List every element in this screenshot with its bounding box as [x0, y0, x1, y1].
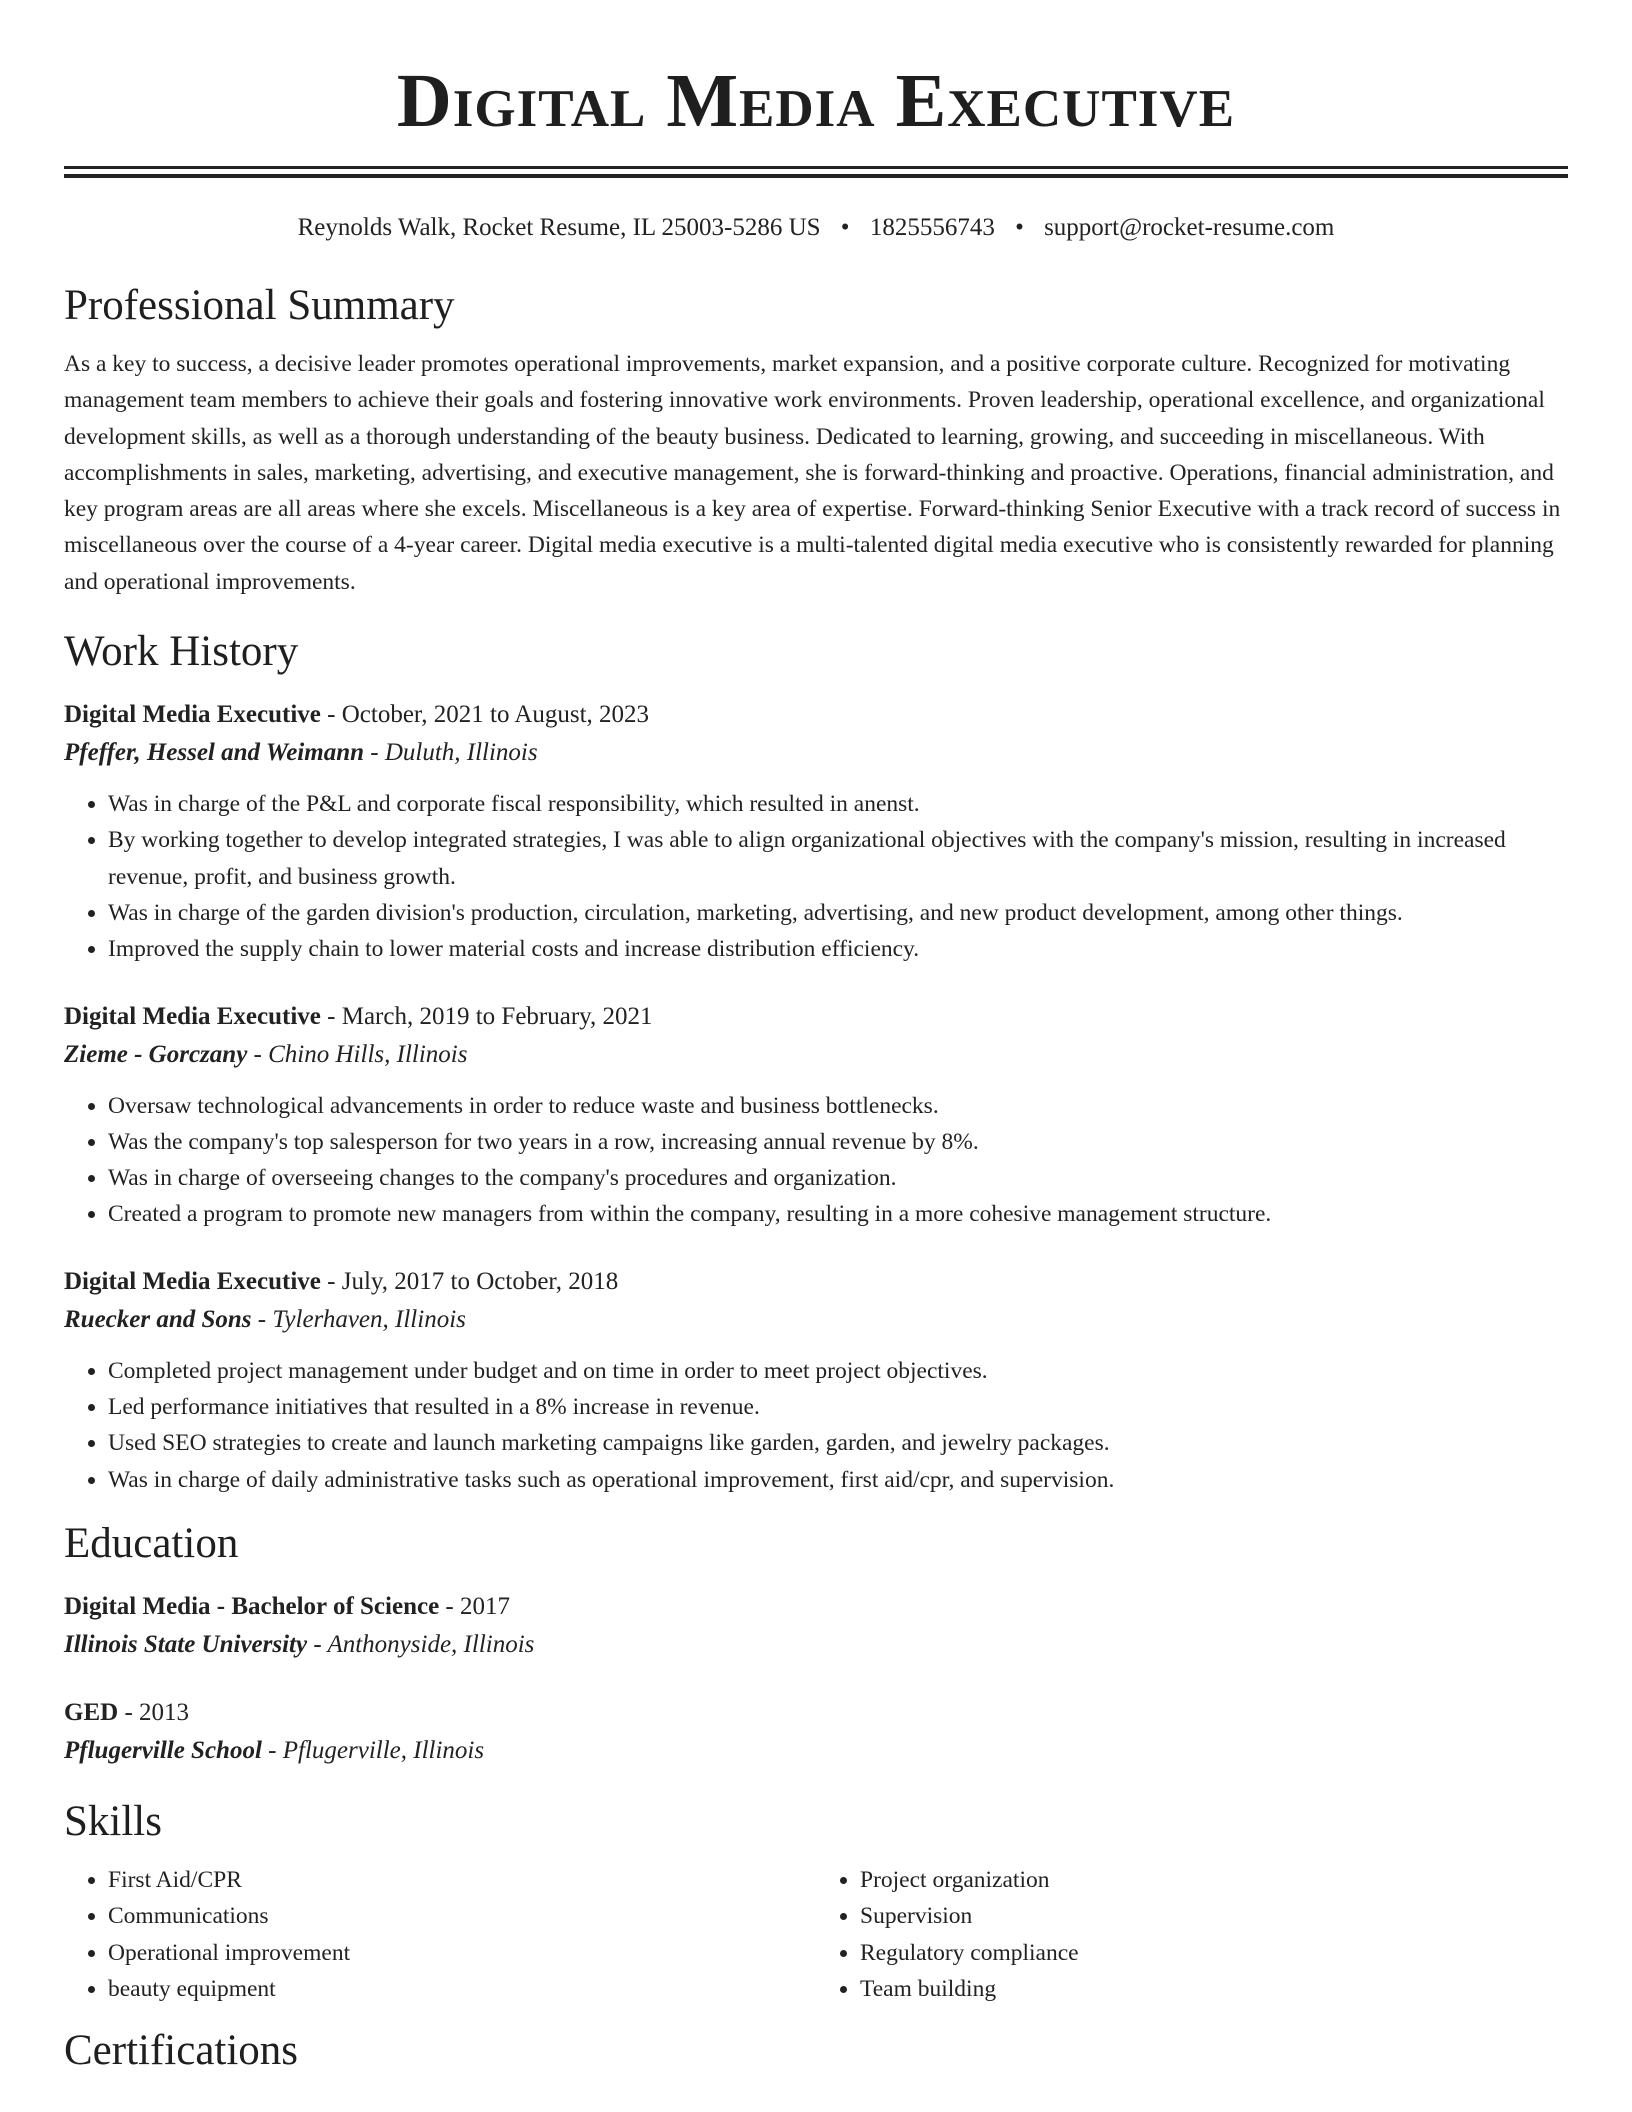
job-bullets: [64, 1088, 1568, 1233]
school-line: [64, 1626, 1568, 1664]
job-company: Pfeffer, Hessel and Weimann: [64, 739, 364, 767]
contact-email: support@rocket-resume.com: [1044, 214, 1335, 241]
school-location: - Pflugerville, Illinois: [261, 1736, 485, 1764]
skills-list-right: [816, 1862, 1568, 2007]
education-entry: [64, 1694, 1568, 1770]
job-company: Zieme - Gorczany: [64, 1040, 248, 1068]
skill-item: • Regulatory compliance: [860, 1935, 1568, 1971]
graduation-year: - 2017: [439, 1592, 510, 1620]
header-divider-top: [64, 166, 1568, 169]
list-item: • Was the company's top salesperson for two years in a row, increasing annual revenue by 8%.: [108, 1124, 1568, 1160]
job-company: Ruecker and Sons: [64, 1305, 252, 1333]
contact-phone: 1825556743: [869, 214, 995, 241]
skills-heading: Skills: [64, 1797, 162, 1845]
list-item: • By working together to develop integrated strategies, I was able to align organizational objectives with the company's mission, resulting in increased revenue, profit, and business growth.: [108, 822, 1568, 895]
skill-item: • Operational improvement: [108, 1935, 816, 1971]
degree-line: [64, 1694, 1568, 1732]
certifications-heading: Certifications: [64, 2027, 299, 2075]
list-item: • Completed project management under budget and on time in order to meet project objectives.: [108, 1353, 1568, 1389]
skill-item: • Team building: [860, 1971, 1568, 2007]
degree-line: [64, 1588, 1568, 1626]
job-title-line: [64, 998, 1568, 1036]
education-section: [64, 1518, 1568, 1770]
job-company-line: [64, 1301, 1568, 1339]
skill-item: • beauty equipment: [108, 1971, 816, 2007]
list-item: • Was in charge of the P&L and corporate fiscal responsibility, which resulted in anenst.: [108, 786, 1568, 822]
education-entry: [64, 1588, 1568, 1664]
job-entry: [64, 696, 1568, 967]
education-heading: Education: [64, 1519, 239, 1567]
job-title: Digital Media Executive: [64, 1002, 321, 1030]
graduation-year: - 2013: [118, 1698, 190, 1726]
job-title-line: [64, 1263, 1568, 1301]
skill-item: • First Aid/CPR: [108, 1862, 816, 1898]
contact-line: [64, 212, 1568, 244]
degree: GED: [64, 1698, 119, 1726]
list-item: • Was in charge of overseeing changes to the company's procedures and organization.: [108, 1160, 1568, 1196]
summary-heading: Professional Summary: [64, 282, 455, 329]
list-item: • Was in charge of the garden division's production, circulation, marketing, advertising, and new product development, among other things.: [108, 895, 1568, 931]
job-company-line: [64, 1036, 1568, 1074]
resume-name: Digital Media Executive: [396, 59, 1236, 143]
list-item: • Used SEO strategies to create and launch marketing campaigns like garden, garden, and jewelry packages.: [108, 1425, 1568, 1461]
work-history-section: [64, 626, 1568, 1498]
resume-page: [64, 0, 1568, 2077]
list-item: • Improved the supply chain to lower material costs and increase distribution efficiency.: [108, 931, 1568, 967]
school-location: - Anthonyside, Illinois: [307, 1630, 535, 1658]
header-divider-bottom: [64, 174, 1568, 178]
contact-address: Reynolds Walk, Rocket Resume, IL 25003-5286 US: [297, 214, 821, 241]
list-item: • Led performance initiatives that resulted in a 8% increase in revenue.: [108, 1389, 1568, 1425]
summary-section: [64, 280, 1568, 600]
degree: Digital Media - Bachelor of Science: [64, 1592, 440, 1620]
summary-text: As a key to success, a decisive leader promotes operational improvements, market expansion, and a positive corporate culture. Recognized for motivating management team members to achieve their goals and fostering innovative work environments. Proven leadership, operational excellence, and organizational development skills, as well as a thorough understanding of the beauty business. Dedicated to learning, growing, and succeeding in miscellaneous. With accomplishments in sales, marketing, advertising, and executive management, she is forward-thinking and proactive. Operations, financial administration, and key program areas are all areas where she excels. Miscellaneous is a key area of expertise. Forward-thinking Senior Executive with a track record of success in miscellaneous over the course of a 4-year career. Digital media executive is a multi-talented digital media executive who is consistently rewarded for planning and operational improvements.: [64, 351, 1561, 595]
contact-separator: •: [1015, 214, 1024, 241]
job-location: - Duluth, Illinois: [364, 739, 538, 767]
list-item: • Was in charge of daily administrative tasks such as operational improvement, first aid/cpr, and supervision.: [108, 1462, 1568, 1498]
job-dates: - March, 2019 to February, 2021: [320, 1002, 653, 1030]
work-history-heading: Work History: [64, 628, 299, 676]
skill-item: • Communications: [108, 1898, 816, 1934]
job-location: - Tylerhaven, Illinois: [251, 1305, 466, 1333]
job-title: Digital Media Executive: [64, 1267, 321, 1295]
list-item: • Oversaw technological advancements in order to reduce waste and business bottlenecks.: [108, 1088, 1568, 1124]
job-entry: [64, 998, 1568, 1233]
skills-list-left: [64, 1862, 816, 2007]
school: Illinois State University: [64, 1630, 308, 1658]
job-dates: - July, 2017 to October, 2018: [320, 1267, 619, 1295]
job-bullets: [64, 1353, 1568, 1498]
certifications-section: [64, 2025, 1568, 2077]
school-line: [64, 1732, 1568, 1770]
contact-separator: •: [840, 214, 850, 241]
skill-item: • Project organization: [860, 1862, 1568, 1898]
school: Pflugerville School: [64, 1736, 262, 1764]
skills-section: [64, 1796, 1568, 2007]
skills-grid: [64, 1862, 1568, 2007]
job-title: Digital Media Executive: [64, 701, 321, 729]
job-entry: [64, 1263, 1568, 1498]
job-dates: - October, 2021 to August, 2023: [320, 701, 650, 729]
job-company-line: [64, 734, 1568, 772]
job-title-line: [64, 696, 1568, 734]
skill-item: • Supervision: [860, 1898, 1568, 1934]
job-location: - Chino Hills, Illinois: [247, 1040, 468, 1068]
list-item: • Created a program to promote new managers from within the company, resulting in a more cohesive management structure.: [108, 1196, 1568, 1232]
job-bullets: [64, 786, 1568, 967]
